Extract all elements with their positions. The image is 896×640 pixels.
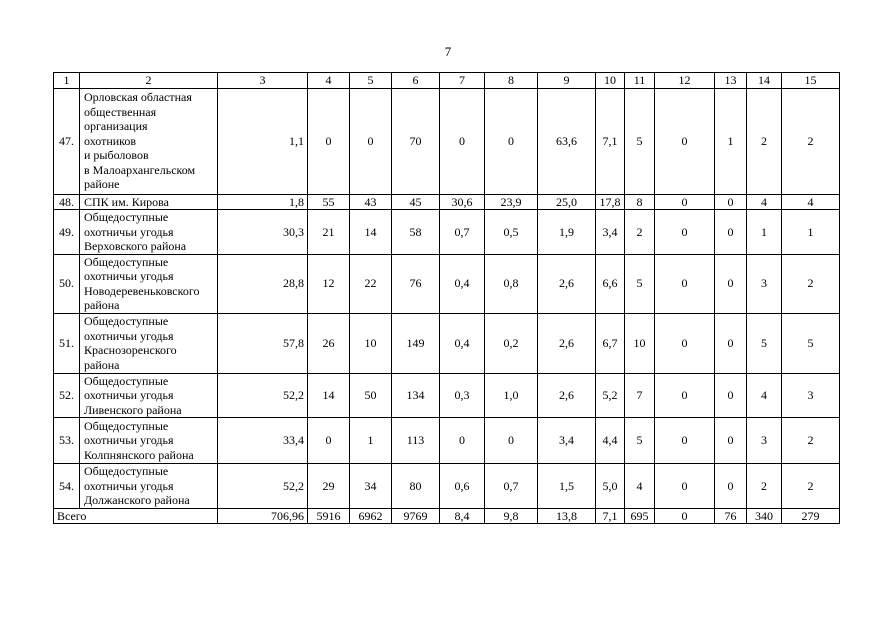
value-cell: 0 — [715, 373, 747, 418]
value-cell: 0 — [655, 88, 715, 194]
value-cell: 0 — [350, 88, 392, 194]
value-cell: 149 — [392, 313, 440, 373]
value-cell: 2,6 — [538, 313, 596, 373]
organization-name — [80, 313, 218, 373]
value-cell: 3 — [747, 254, 782, 313]
row-number: 49. — [54, 210, 80, 255]
organization-name-line: Новодеревеньковского — [84, 283, 200, 298]
row-number: 52. — [54, 373, 80, 418]
organization-name-line: Колпнянского района — [84, 447, 194, 462]
value-cell: 0,7 — [440, 210, 485, 255]
header-cell: 9 — [538, 73, 596, 89]
organization-name-line: охотничьи угодья — [84, 269, 174, 283]
value-cell: 1,5 — [538, 464, 596, 509]
value-cell: 21 — [308, 210, 350, 255]
total-value: 340 — [747, 508, 782, 524]
total-value: 0 — [655, 508, 715, 524]
value-cell: 33,4 — [218, 418, 308, 464]
value-cell: 4,4 — [596, 418, 625, 464]
organization-name-line: СПК им. Кирова — [84, 194, 169, 209]
value-cell: 0 — [715, 418, 747, 464]
organization-name-line: охотников — [84, 133, 137, 148]
header-cell: 15 — [782, 73, 840, 89]
value-cell: 1,8 — [218, 194, 308, 210]
organization-name — [80, 194, 218, 210]
value-cell: 0,4 — [440, 313, 485, 373]
value-cell: 2,6 — [538, 373, 596, 418]
value-cell: 4 — [625, 464, 655, 509]
value-cell: 52,2 — [218, 464, 308, 509]
value-cell: 12 — [308, 254, 350, 313]
value-cell: 0 — [715, 254, 747, 313]
organization-name-line: охотничьи угодья — [84, 478, 174, 493]
value-cell: 10 — [350, 313, 392, 373]
value-cell: 5 — [625, 418, 655, 464]
organization-name-line: в Малоархангельском — [84, 162, 196, 177]
total-value: 13,8 — [538, 508, 596, 524]
table-row — [54, 194, 840, 210]
value-cell: 14 — [350, 210, 392, 255]
total-value: 7,1 — [596, 508, 625, 524]
value-cell: 0 — [655, 194, 715, 210]
table-row — [54, 88, 840, 194]
value-cell: 26 — [308, 313, 350, 373]
value-cell: 0 — [655, 313, 715, 373]
organization-name — [80, 254, 218, 313]
organization-name-line: Орловская областная — [84, 90, 192, 105]
value-cell: 14 — [308, 373, 350, 418]
row-number: 53. — [54, 418, 80, 464]
value-cell: 80 — [392, 464, 440, 509]
organization-name — [80, 210, 218, 255]
value-cell: 30,6 — [440, 194, 485, 210]
value-cell: 76 — [392, 254, 440, 313]
value-cell: 43 — [350, 194, 392, 210]
value-cell: 70 — [392, 88, 440, 194]
table-row — [54, 254, 840, 313]
header-cell: 12 — [655, 73, 715, 89]
organization-name-line: Ливенского района — [84, 402, 182, 417]
total-value: 695 — [625, 508, 655, 524]
value-cell: 0 — [715, 464, 747, 509]
value-cell: 30,3 — [218, 210, 308, 255]
organization-name-line: общественная — [84, 104, 157, 119]
value-cell: 0,4 — [440, 254, 485, 313]
organization-name-line: охотничьи угодья — [84, 433, 174, 448]
organization-name-line: района — [84, 357, 120, 372]
value-cell: 2 — [747, 88, 782, 194]
total-label: Всего — [54, 508, 218, 524]
organization-name-line: Должанского района — [84, 493, 190, 507]
value-cell: 3 — [747, 418, 782, 464]
value-cell: 2,6 — [538, 254, 596, 313]
value-cell: 2 — [782, 254, 840, 313]
value-cell: 34 — [350, 464, 392, 509]
value-cell: 2 — [782, 88, 840, 194]
value-cell: 55 — [308, 194, 350, 210]
value-cell: 0,2 — [485, 313, 538, 373]
row-number: 47. — [54, 88, 80, 194]
total-value: 706,96 — [218, 508, 308, 524]
organization-name-line: охотничьи угодья — [84, 328, 174, 343]
organization-name — [80, 418, 218, 464]
value-cell: 1,9 — [538, 210, 596, 255]
header-cell: 3 — [218, 73, 308, 89]
total-value: 8,4 — [440, 508, 485, 524]
row-number: 48. — [54, 194, 80, 210]
header-cell: 4 — [308, 73, 350, 89]
value-cell: 5,2 — [596, 373, 625, 418]
value-cell: 3,4 — [538, 418, 596, 464]
value-cell: 28,8 — [218, 254, 308, 313]
value-cell: 1 — [747, 210, 782, 255]
organization-name-line: охотничьи угодья — [84, 388, 174, 402]
organization-name-line: Общедоступные — [84, 210, 169, 224]
organization-name-line: Общедоступные — [84, 464, 169, 478]
value-cell: 6,6 — [596, 254, 625, 313]
header-cell: 2 — [80, 73, 218, 89]
value-cell: 3 — [782, 373, 840, 418]
organization-name-line: охотничьи угодья — [84, 224, 174, 239]
page-number: 7 — [444, 44, 452, 59]
header-cell: 14 — [747, 73, 782, 89]
value-cell: 0,7 — [485, 464, 538, 509]
organization-name-line: Общедоступные — [84, 254, 169, 269]
value-cell: 7 — [625, 373, 655, 418]
total-value: 279 — [782, 508, 840, 524]
value-cell: 0 — [715, 194, 747, 210]
organization-name-line: Общедоступные — [84, 373, 169, 388]
total-value: 5916 — [308, 508, 350, 524]
organization-name-line: организация — [84, 119, 148, 134]
value-cell: 5 — [782, 313, 840, 373]
value-cell: 50 — [350, 373, 392, 418]
table-row — [54, 210, 840, 255]
value-cell: 1 — [782, 210, 840, 255]
value-cell: 4 — [747, 194, 782, 210]
organization-name — [80, 464, 218, 509]
row-number: 50. — [54, 254, 80, 313]
data-table — [53, 72, 840, 524]
value-cell: 0 — [715, 313, 747, 373]
value-cell: 45 — [392, 194, 440, 210]
header-cell: 13 — [715, 73, 747, 89]
value-cell: 2 — [782, 464, 840, 509]
value-cell: 22 — [350, 254, 392, 313]
header-cell: 7 — [440, 73, 485, 89]
header-row — [54, 73, 840, 89]
value-cell: 3,4 — [596, 210, 625, 255]
row-number: 51. — [54, 313, 80, 373]
value-cell: 5 — [625, 88, 655, 194]
value-cell: 1,0 — [485, 373, 538, 418]
value-cell: 5,0 — [596, 464, 625, 509]
value-cell: 0 — [485, 418, 538, 464]
value-cell: 2 — [625, 210, 655, 255]
value-cell: 0,5 — [485, 210, 538, 255]
organization-name-line: района — [84, 298, 120, 312]
value-cell: 8 — [625, 194, 655, 210]
total-value: 76 — [715, 508, 747, 524]
value-cell: 0 — [440, 418, 485, 464]
value-cell: 0 — [485, 88, 538, 194]
header-cell: 10 — [596, 73, 625, 89]
total-value: 9769 — [392, 508, 440, 524]
value-cell: 0 — [715, 210, 747, 255]
value-cell: 2 — [747, 464, 782, 509]
row-number: 54. — [54, 464, 80, 509]
table-row — [54, 418, 840, 464]
value-cell: 1,1 — [218, 88, 308, 194]
value-cell: 0 — [440, 88, 485, 194]
organization-name — [80, 88, 218, 194]
value-cell: 17,8 — [596, 194, 625, 210]
total-value: 6962 — [350, 508, 392, 524]
organization-name — [80, 373, 218, 418]
value-cell: 29 — [308, 464, 350, 509]
organization-name-line: Общедоступные — [84, 418, 169, 433]
value-cell: 4 — [782, 194, 840, 210]
value-cell: 58 — [392, 210, 440, 255]
value-cell: 52,2 — [218, 373, 308, 418]
organization-name-line: районе — [84, 177, 120, 192]
table-row — [54, 313, 840, 373]
value-cell: 23,9 — [485, 194, 538, 210]
value-cell: 5 — [625, 254, 655, 313]
value-cell: 1 — [350, 418, 392, 464]
table-row — [54, 373, 840, 418]
value-cell: 0 — [308, 88, 350, 194]
value-cell: 6,7 — [596, 313, 625, 373]
total-row — [54, 508, 840, 524]
total-value: 9,8 — [485, 508, 538, 524]
value-cell: 0,8 — [485, 254, 538, 313]
value-cell: 25,0 — [538, 194, 596, 210]
value-cell: 0 — [655, 210, 715, 255]
value-cell: 2 — [782, 418, 840, 464]
header-cell: 5 — [350, 73, 392, 89]
value-cell: 113 — [392, 418, 440, 464]
value-cell: 5 — [747, 313, 782, 373]
value-cell: 0,3 — [440, 373, 485, 418]
header-cell: 11 — [625, 73, 655, 89]
value-cell: 0 — [308, 418, 350, 464]
value-cell: 134 — [392, 373, 440, 418]
value-cell: 0 — [655, 373, 715, 418]
organization-name-line: Краснозоренского — [84, 343, 177, 357]
value-cell: 0 — [655, 418, 715, 464]
value-cell: 0 — [655, 254, 715, 313]
organization-name-line: Общедоступные — [84, 314, 169, 328]
value-cell: 1 — [715, 88, 747, 194]
value-cell: 10 — [625, 313, 655, 373]
value-cell: 57,8 — [218, 313, 308, 373]
header-cell: 1 — [54, 73, 80, 89]
value-cell: 7,1 — [596, 88, 625, 194]
value-cell: 0 — [655, 464, 715, 509]
header-cell: 6 — [392, 73, 440, 89]
organization-name-line: и рыболовов — [84, 148, 149, 163]
organization-name-line: Верховского района — [84, 239, 187, 253]
table-row — [54, 464, 840, 509]
value-cell: 63,6 — [538, 88, 596, 194]
value-cell: 4 — [747, 373, 782, 418]
header-cell: 8 — [485, 73, 538, 89]
value-cell: 0,6 — [440, 464, 485, 509]
